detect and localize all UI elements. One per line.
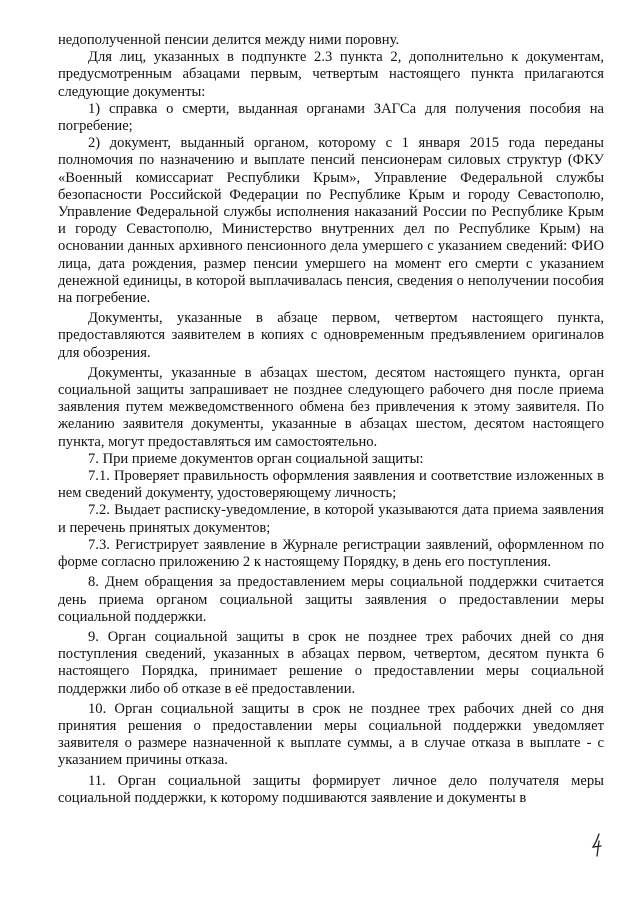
list-item-death-certificate: 1) справка о смерти, выданная органами ЗАГСа для получения пособия на погребение; <box>58 100 604 135</box>
clause-9: 9. Орган социальной защиты в срок не позднее трех рабочих дней со дня поступления сведений, указанных в абзацах первом, четвертом, десятом пункта 6 настоящего Порядка, принимает решение о предоставлении меры социальной поддержки либо об отказе в её предоставлении. <box>58 628 604 697</box>
handwritten-mark <box>590 832 604 858</box>
clause-11: 11. Орган социальной защиты формирует личное дело получателя меры социальной поддержки, к которому подшиваются заявление и документы в <box>58 772 604 806</box>
paragraph-copies: Документы, указанные в абзаце первом, четвертом настоящего пункта, предоставляются заявителем в копиях с одновременным предъявлением оригиналов для обозрения. <box>58 310 604 361</box>
paragraph-additional-documents: Для лиц, указанных в подпункте 2.3 пункта 2, дополнительно к документам, предусмотренным абзацами первым, четвертым настоящего пункта прилагаются следующие документы: <box>58 49 604 100</box>
clause-7: 7. При приеме документов орган социальной защиты: <box>88 450 424 467</box>
clause-7-2: 7.2. Выдает расписку-уведомление, в которой указываются дата приема заявления и перечень принятых документов; <box>58 502 604 536</box>
list-item-pension-document: 2) документ, выданный органом, которому с 1 января 2015 года переданы полномочия по назначению и выплате пенсий пенсионерам силовых структур (ФКУ «Военный комиссариат Республики Крым», Управление Федеральной службы безопасности Российской Федерации по Республике Крым и городу Севастополю, Управление Федеральной службы исполнения наказаний России по Республике Крым и городу Севастополю, Министерство внутренних дел по Республике Крым) на основании данных архивного пенсионного дела умершего с указанием сведений: ФИО лица, дата рождения, размер пенсии умершего на момент его смерти с указанием денежной единицы, в которой выплачивалась пенсия, сведения о неполучении пособия на погребение. <box>58 135 604 307</box>
clause-8: 8. Днем обращения за предоставлением меры социальной поддержки считается день приема органом социальной защиты заявления о предоставлении меры социальной поддержки. <box>58 574 604 625</box>
document-page <box>58 32 604 807</box>
paragraph-continuation: недополученной пенсии делится между ними поровну. <box>58 32 400 48</box>
paragraph-interagency-request: Документы, указанные в абзацах шестом, десятом настоящего пункта, орган социальной защиты запрашивает не позднее следующего рабочего дня после приема заявления путем межведомственного обмена без привлечения к этому заявителя. По желанию заявителя документы, указанные в абзацах шестом, десятом настоящего пункта, могут предоставляться им самостоятельно. <box>58 364 604 450</box>
clause-7-1: 7.1. Проверяет правильность оформления заявления и соответствие изложенных в нем сведений документу, удостоверяющему личность; <box>58 468 604 502</box>
clause-10: 10. Орган социальной защиты в срок не позднее трех рабочих дней со дня принятия решения о предоставлении меры социальной поддержки уведомляет заявителя о размере назначенной к выплате суммы, а в случае отказа в выплате - с указанием причины отказа. <box>58 700 604 769</box>
clause-7-3: 7.3. Регистрирует заявление в Журнале регистрации заявлений, оформленном по форме согласно приложению 2 к настоящему Порядку, в день его поступления. <box>58 536 604 571</box>
